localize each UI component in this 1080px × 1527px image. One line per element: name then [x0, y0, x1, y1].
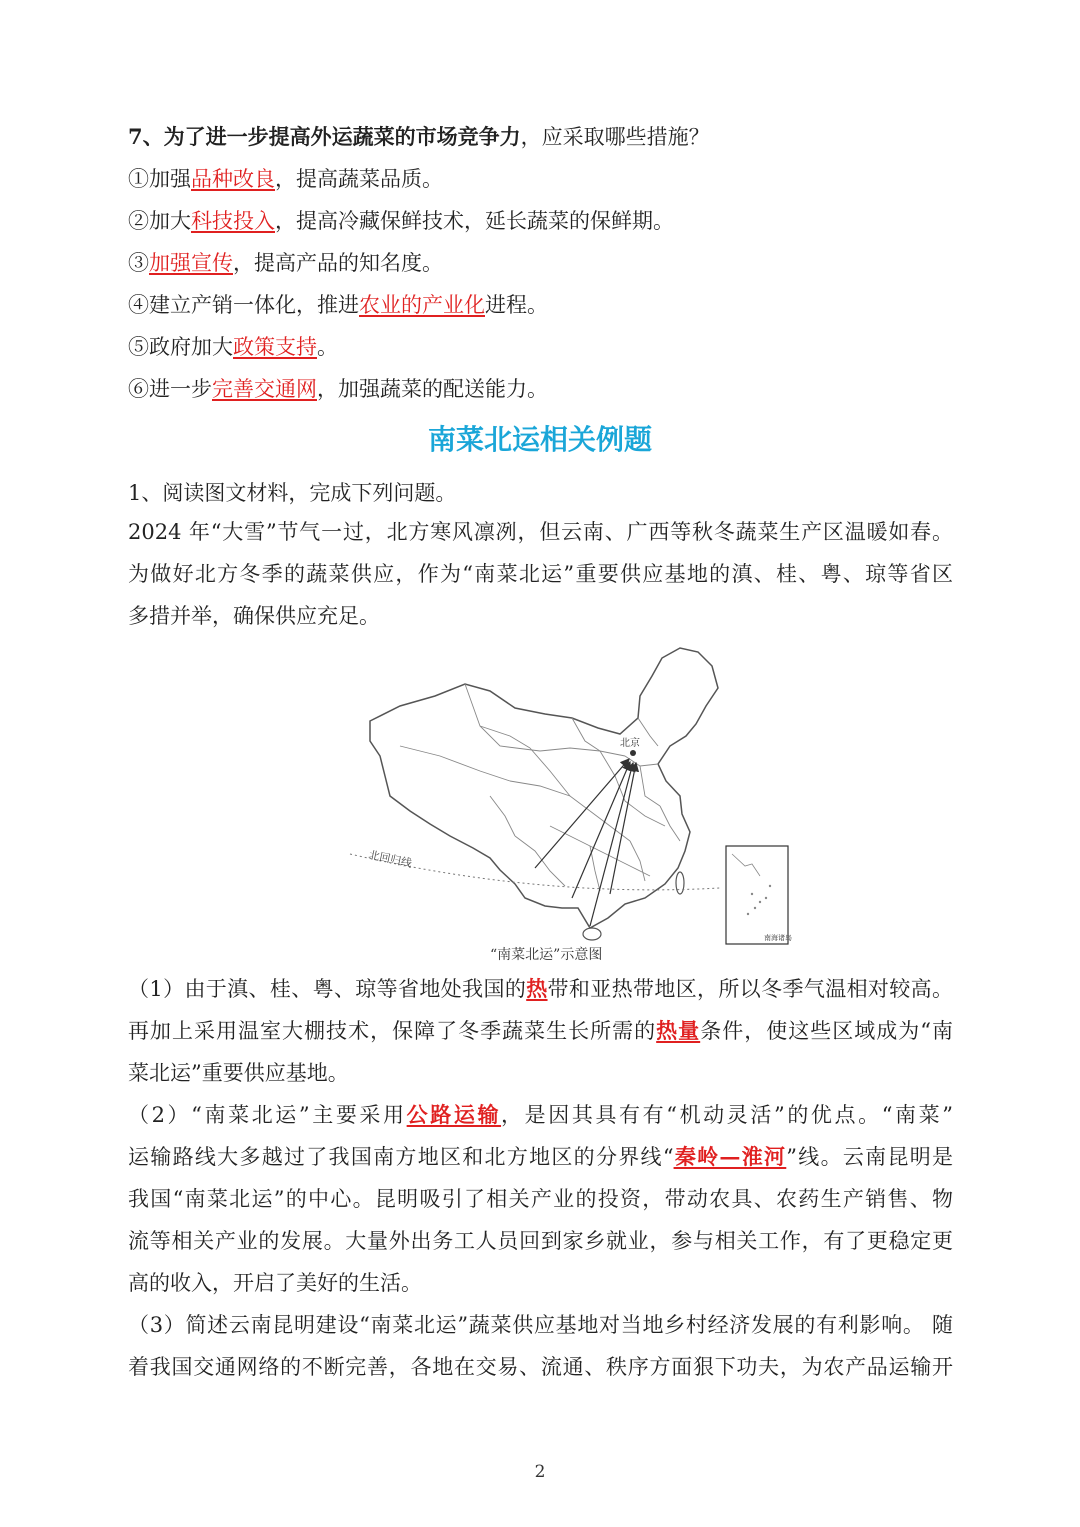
- p2-key-1: 公路运输: [406, 1102, 502, 1127]
- p3-line-2: 着我国交通网络的不断完善，各地在交易、流通、秩序方面狠下功夫，为农产品运输开: [128, 1355, 953, 1379]
- p1-line-1: （1）由于滇、桂、粤、琼等省地处我国的热带和亚热带地区，所以冬季气温相对较高。: [128, 976, 954, 1001]
- p3-line-1: （3）简述云南昆明建设“南菜北运”蔬菜供应基地对当地乡村经济发展的有利影响。 随: [128, 1313, 953, 1337]
- p2-line-2: 运输路线大多越过了我国南方地区和北方地区的分界线“秦岭—淮河”线。云南昆明是: [128, 1144, 954, 1169]
- page-number: 2: [534, 1462, 546, 1482]
- p2-line-4: 流等相关产业的发展。大量外出务工人员回到家乡就业，参与相关工作，有了更稳定更: [128, 1229, 953, 1253]
- hainan-island: [583, 928, 601, 940]
- map-svg: [340, 636, 800, 966]
- p2-line-5: 高的收入，开启了美好的生活。: [128, 1271, 422, 1295]
- beijing-dot: [630, 750, 636, 756]
- p1-line-3: 菜北运”重要供应基地。: [128, 1061, 349, 1085]
- ex1-material-line-2: 为做好北方冬季的蔬菜供应，作为“南菜北运”重要供应基地的滇、桂、粤、琼等省区: [128, 562, 953, 586]
- q7-item-6-key: 完善交通网: [212, 377, 317, 401]
- section-title: 南菜北运相关例题: [427, 423, 652, 456]
- q7-item-2-key: 科技投入: [191, 209, 275, 233]
- q7-question: [128, 123, 953, 151]
- p1-key-1: 热: [526, 976, 548, 1001]
- q7-item-2: ②加大科技投入，提高冷藏保鲜技术，延长蔬菜的保鲜期。: [128, 209, 674, 233]
- q7-item-1: ①加强品种改良，提高蔬菜品质。: [128, 167, 443, 191]
- map-caption: “南菜北运”示意图: [490, 947, 603, 963]
- p2-key-2: 秦岭—淮河: [673, 1144, 787, 1169]
- p2-line-3: 我国“南菜北运”的中心。昆明吸引了相关产业的投资，带动农具、农药生产销售、物: [128, 1187, 953, 1211]
- p1-key-2: 热量: [656, 1018, 701, 1043]
- q7-item-4-key: 农业的产业化: [359, 293, 485, 317]
- tropic-label: 北回归线: [367, 848, 414, 871]
- south-to-north-vegetable-map: [340, 636, 800, 966]
- south-china-sea-inset: [726, 846, 788, 944]
- ex1-intro: 1、阅读图文材料，完成下列问题。: [128, 481, 457, 505]
- p2-line-1: （2）“南菜北运”主要采用公路运输，是因其具有有“机动灵活”的优点。“南菜”: [128, 1102, 953, 1127]
- ex1-material-line-3: 多措并举，确保供应充足。: [128, 604, 380, 628]
- q7-item-5-key: 政策支持: [233, 335, 317, 359]
- q7-item-4: ④建立产销一体化，推进农业的产业化进程。: [128, 293, 548, 317]
- q7-item-1-key: 品种改良: [191, 167, 275, 191]
- q7-item-3-key: 加强宣传: [149, 251, 233, 275]
- q7-question-bold: 7、为了进一步提高外运蔬菜的市场竞争力: [128, 124, 521, 149]
- ex1-material-line-1: 2024 年“大雪”节气一过，北方寒风凛冽，但云南、广西等秋冬蔬菜生产区温暖如春。: [128, 520, 953, 544]
- q7-item-6: ⑥进一步完善交通网，加强蔬菜的配送能力。: [128, 377, 548, 401]
- q7-item-5: ⑤政府加大政策支持。: [128, 335, 338, 359]
- inset-label: 南海诸岛: [764, 934, 792, 942]
- q7-question-rest: ，应采取哪些措施？: [520, 125, 710, 149]
- china-outline: [370, 648, 718, 928]
- taiwan-island: [676, 872, 684, 894]
- p1-line-2: 再加上采用温室大棚技术，保障了冬季蔬菜生长所需的热量条件，使这些区域成为“南: [128, 1018, 953, 1043]
- beijing-label: 北京: [620, 738, 640, 749]
- q7-item-3: ③加强宣传，提高产品的知名度。: [128, 251, 443, 275]
